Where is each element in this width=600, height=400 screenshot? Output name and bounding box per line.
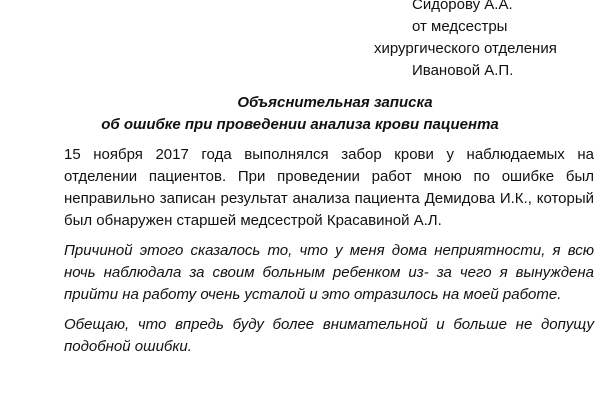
document-title	[0, 92, 600, 136]
paragraph-reason: Причиной этого сказалось то, что у меня дома неприятности, я всю ночь наблюдала за своим больным ребенком из- за чего я вынуждена прийти на работу очень усталой и это отразилось на моей работе.	[64, 242, 594, 303]
addressee-sender-name: Ивановой А.П.	[412, 62, 514, 79]
document-body	[64, 144, 594, 366]
paragraph-incident: 15 ноября 2017 года выполнялся забор крови у наблюдаемых на отделении пациентов. При проведении работ мною по ошибке был неправильно записан результат анализа пациента Демидова И.К., который был обнаружен старшей медсестрой Красавиной А.Л.	[64, 146, 594, 229]
addressee-recipient: Сидорову А.А.	[412, 0, 513, 13]
title-line-2: об ошибке при проведении анализа крови пациента	[101, 116, 499, 133]
addressee-block	[360, 0, 590, 82]
title-line-1: Объяснительная записка	[237, 94, 433, 111]
paragraph-promise: Обещаю, что впредь буду более внимательной и больше не допущу подобной ошибки.	[64, 316, 594, 355]
addressee-department: хирургического отделения	[374, 40, 557, 57]
addressee-from: от медсестры	[412, 18, 508, 35]
